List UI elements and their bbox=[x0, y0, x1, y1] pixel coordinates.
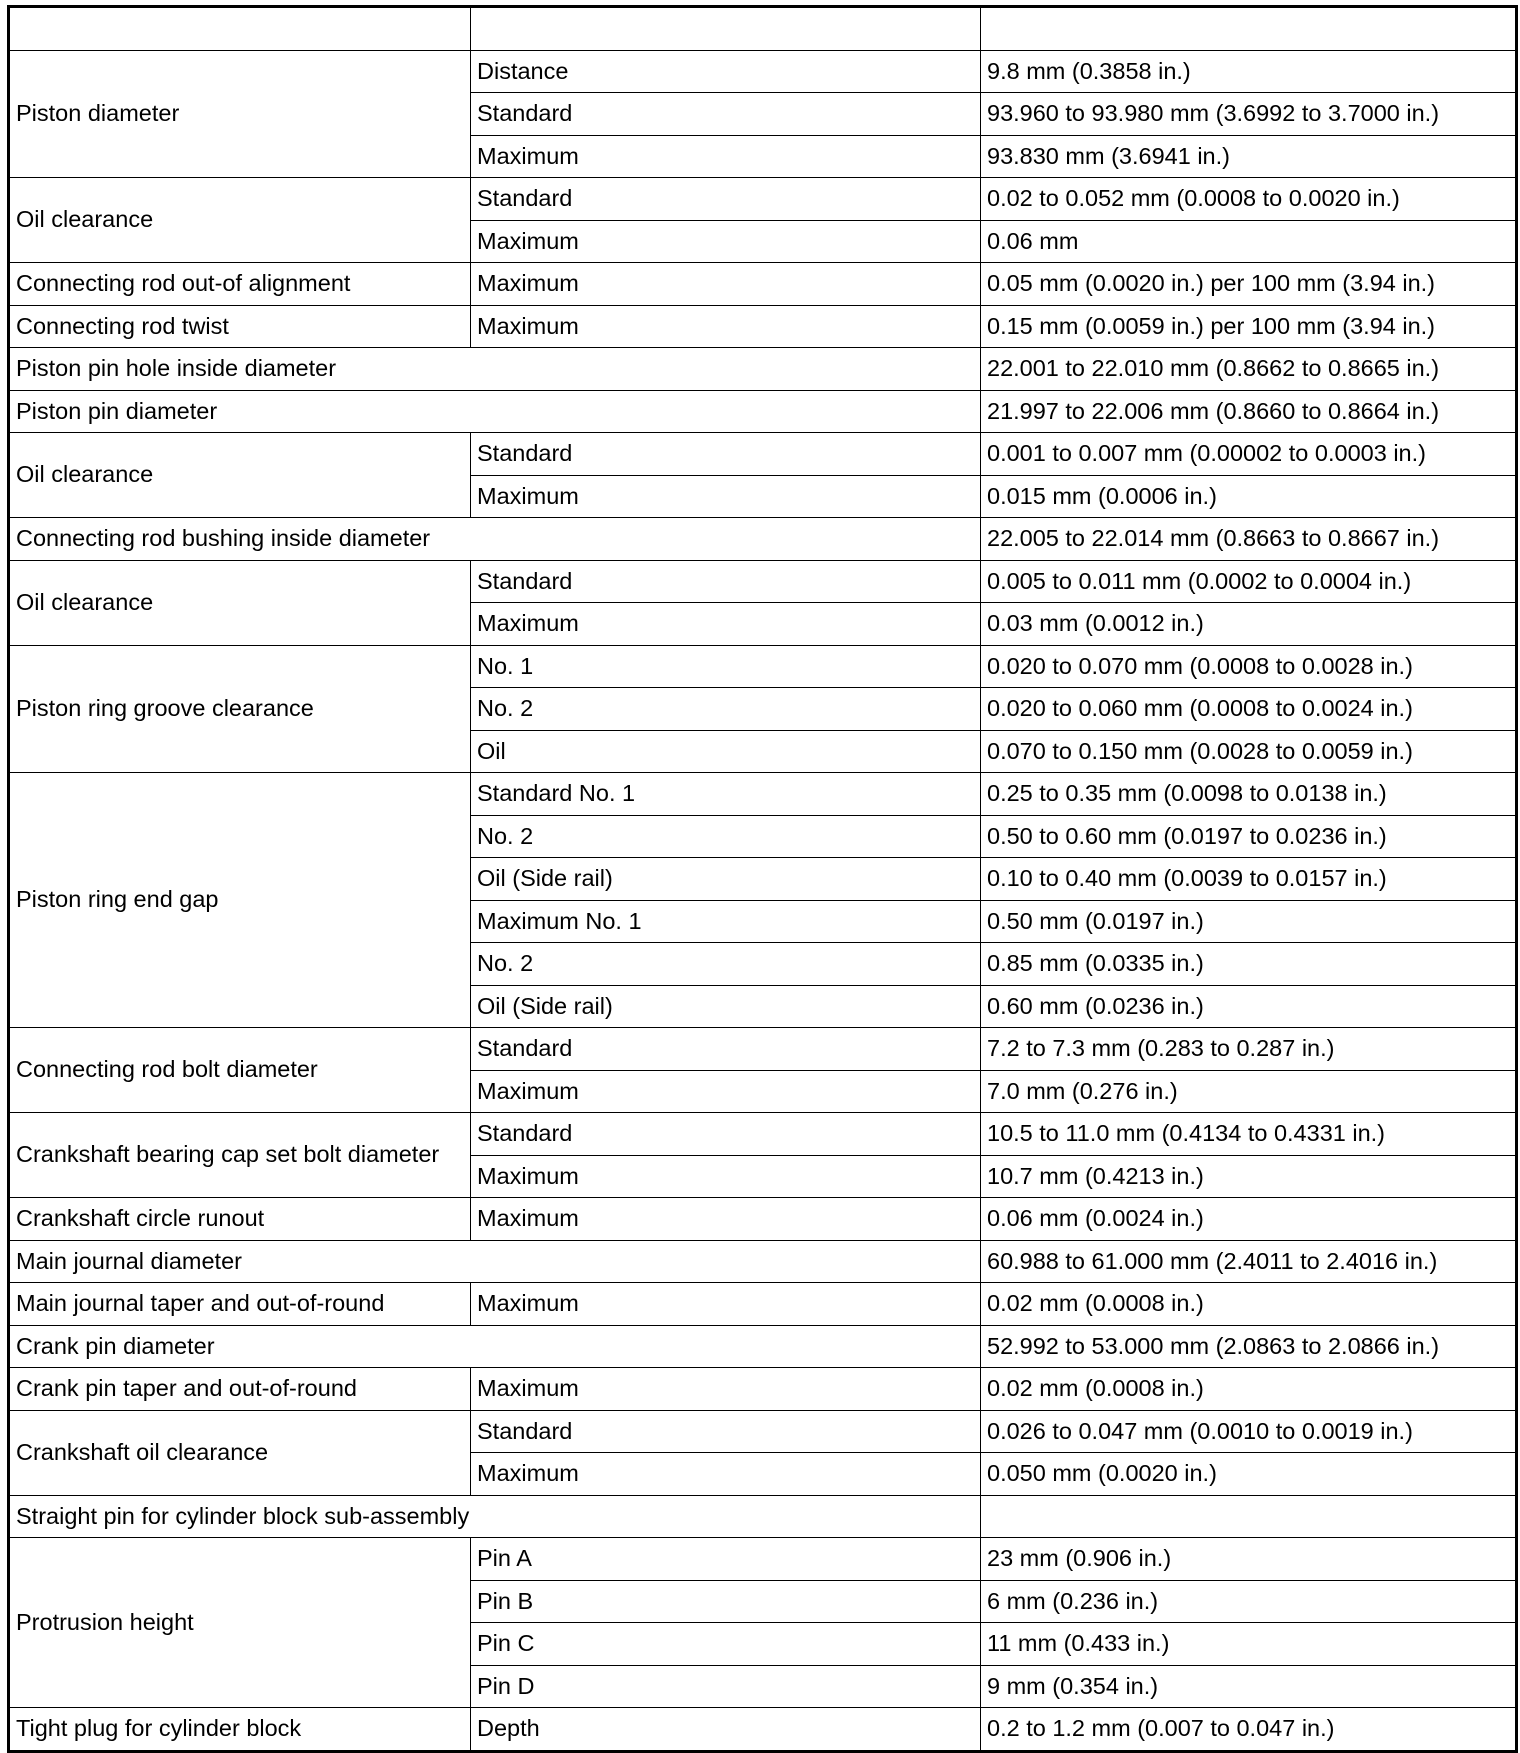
table-row bbox=[9, 390, 1517, 433]
condition-cell: Maximum bbox=[471, 603, 981, 646]
table-row bbox=[9, 1028, 1517, 1071]
item-cell: Straight pin for cylinder block sub-assembly bbox=[9, 1495, 981, 1538]
item-cell: Oil clearance bbox=[9, 178, 471, 263]
value-cell: 0.15 mm (0.0059 in.) per 100 mm (3.94 in.) bbox=[981, 305, 1517, 348]
table-row bbox=[9, 1240, 1517, 1283]
value-cell: 22.005 to 22.014 mm (0.8663 to 0.8667 in.) bbox=[981, 518, 1517, 561]
condition-cell: Maximum bbox=[471, 1198, 981, 1241]
table-row bbox=[9, 1708, 1517, 1752]
header-cell bbox=[981, 7, 1517, 51]
value-cell: 93.830 mm (3.6941 in.) bbox=[981, 135, 1517, 178]
item-cell: Connecting rod bolt diameter bbox=[9, 1028, 471, 1113]
value-cell: 0.02 to 0.052 mm (0.0008 to 0.0020 in.) bbox=[981, 178, 1517, 221]
condition-cell: Maximum bbox=[471, 305, 981, 348]
table-row bbox=[9, 263, 1517, 306]
table-row bbox=[9, 1368, 1517, 1411]
condition-cell: Pin D bbox=[471, 1665, 981, 1708]
condition-cell: Maximum bbox=[471, 475, 981, 518]
condition-cell: No. 2 bbox=[471, 943, 981, 986]
item-cell: Connecting rod bushing inside diameter bbox=[9, 518, 981, 561]
value-cell: 21.997 to 22.006 mm (0.8660 to 0.8664 in.) bbox=[981, 390, 1517, 433]
value-cell: 0.015 mm (0.0006 in.) bbox=[981, 475, 1517, 518]
condition-cell: Oil (Side rail) bbox=[471, 858, 981, 901]
value-cell: 7.2 to 7.3 mm (0.283 to 0.287 in.) bbox=[981, 1028, 1517, 1071]
value-cell: 93.960 to 93.980 mm (3.6992 to 3.7000 in.) bbox=[981, 93, 1517, 136]
condition-cell: Maximum bbox=[471, 263, 981, 306]
condition-cell: Standard No. 1 bbox=[471, 773, 981, 816]
value-cell: 0.85 mm (0.0335 in.) bbox=[981, 943, 1517, 986]
condition-cell: Standard bbox=[471, 1028, 981, 1071]
condition-cell: No. 2 bbox=[471, 815, 981, 858]
value-cell: 0.05 mm (0.0020 in.) per 100 mm (3.94 in.) bbox=[981, 263, 1517, 306]
table-row bbox=[9, 1325, 1517, 1368]
value-cell: 0.06 mm (0.0024 in.) bbox=[981, 1198, 1517, 1241]
value-cell: 0.50 mm (0.0197 in.) bbox=[981, 900, 1517, 943]
value-cell: 52.992 to 53.000 mm (2.0863 to 2.0866 in.) bbox=[981, 1325, 1517, 1368]
item-cell: Connecting rod twist bbox=[9, 305, 471, 348]
value-cell: 7.0 mm (0.276 in.) bbox=[981, 1070, 1517, 1113]
item-cell: Piston pin diameter bbox=[9, 390, 981, 433]
condition-cell: Maximum bbox=[471, 220, 981, 263]
item-cell: Crank pin taper and out-of-round bbox=[9, 1368, 471, 1411]
condition-cell: Maximum bbox=[471, 135, 981, 178]
condition-cell: Standard bbox=[471, 178, 981, 221]
condition-cell: Distance bbox=[471, 50, 981, 93]
value-cell: 0.02 mm (0.0008 in.) bbox=[981, 1368, 1517, 1411]
item-cell: Connecting rod out-of alignment bbox=[9, 263, 471, 306]
value-cell: 0.026 to 0.047 mm (0.0010 to 0.0019 in.) bbox=[981, 1410, 1517, 1453]
table-row bbox=[9, 773, 1517, 816]
value-cell: 0.02 mm (0.0008 in.) bbox=[981, 1283, 1517, 1326]
value-cell: 11 mm (0.433 in.) bbox=[981, 1623, 1517, 1666]
condition-cell: Pin B bbox=[471, 1580, 981, 1623]
table-row bbox=[9, 518, 1517, 561]
header-cell bbox=[9, 7, 471, 51]
value-cell: 9.8 mm (0.3858 in.) bbox=[981, 50, 1517, 93]
condition-cell: No. 2 bbox=[471, 688, 981, 731]
item-cell: Oil clearance bbox=[9, 560, 471, 645]
condition-cell: Maximum bbox=[471, 1283, 981, 1326]
item-cell: Piston diameter bbox=[9, 50, 471, 178]
header-cell bbox=[471, 7, 981, 51]
condition-cell: No. 1 bbox=[471, 645, 981, 688]
item-cell: Piston ring groove clearance bbox=[9, 645, 471, 773]
condition-cell: Standard bbox=[471, 560, 981, 603]
value-cell: 6 mm (0.236 in.) bbox=[981, 1580, 1517, 1623]
value-cell: 0.050 mm (0.0020 in.) bbox=[981, 1453, 1517, 1496]
table-row bbox=[9, 1410, 1517, 1453]
condition-cell: Standard bbox=[471, 1113, 981, 1156]
value-cell: 60.988 to 61.000 mm (2.4011 to 2.4016 in.) bbox=[981, 1240, 1517, 1283]
table-row bbox=[9, 433, 1517, 476]
condition-cell: Oil (Side rail) bbox=[471, 985, 981, 1028]
table-row bbox=[9, 50, 1517, 93]
table-row bbox=[9, 178, 1517, 221]
item-cell: Crank pin diameter bbox=[9, 1325, 981, 1368]
value-cell: 0.50 to 0.60 mm (0.0197 to 0.0236 in.) bbox=[981, 815, 1517, 858]
table-header-row bbox=[9, 7, 1517, 51]
value-cell: 23 mm (0.906 in.) bbox=[981, 1538, 1517, 1581]
table-row bbox=[9, 560, 1517, 603]
value-cell bbox=[981, 1495, 1517, 1538]
condition-cell: Standard bbox=[471, 93, 981, 136]
condition-cell: Depth bbox=[471, 1708, 981, 1752]
item-cell: Crankshaft circle runout bbox=[9, 1198, 471, 1241]
item-cell: Crankshaft bearing cap set bolt diameter bbox=[9, 1113, 471, 1198]
condition-cell: Standard bbox=[471, 433, 981, 476]
value-cell: 10.7 mm (0.4213 in.) bbox=[981, 1155, 1517, 1198]
table-row bbox=[9, 1495, 1517, 1538]
value-cell: 22.001 to 22.010 mm (0.8662 to 0.8665 in.) bbox=[981, 348, 1517, 391]
value-cell: 0.60 mm (0.0236 in.) bbox=[981, 985, 1517, 1028]
condition-cell: Pin A bbox=[471, 1538, 981, 1581]
value-cell: 0.06 mm bbox=[981, 220, 1517, 263]
value-cell: 0.020 to 0.070 mm (0.0008 to 0.0028 in.) bbox=[981, 645, 1517, 688]
condition-cell: Maximum No. 1 bbox=[471, 900, 981, 943]
value-cell: 0.001 to 0.007 mm (0.00002 to 0.0003 in.) bbox=[981, 433, 1517, 476]
value-cell: 10.5 to 11.0 mm (0.4134 to 0.4331 in.) bbox=[981, 1113, 1517, 1156]
specification-table bbox=[7, 5, 1518, 1753]
value-cell: 0.25 to 0.35 mm (0.0098 to 0.0138 in.) bbox=[981, 773, 1517, 816]
value-cell: 0.020 to 0.060 mm (0.0008 to 0.0024 in.) bbox=[981, 688, 1517, 731]
condition-cell: Pin C bbox=[471, 1623, 981, 1666]
condition-cell: Maximum bbox=[471, 1155, 981, 1198]
table-row bbox=[9, 1538, 1517, 1581]
item-cell: Oil clearance bbox=[9, 433, 471, 518]
item-cell: Main journal diameter bbox=[9, 1240, 981, 1283]
item-cell: Main journal taper and out-of-round bbox=[9, 1283, 471, 1326]
item-cell: Piston pin hole inside diameter bbox=[9, 348, 981, 391]
table-row bbox=[9, 645, 1517, 688]
table-row bbox=[9, 1283, 1517, 1326]
value-cell: 0.10 to 0.40 mm (0.0039 to 0.0157 in.) bbox=[981, 858, 1517, 901]
item-cell: Tight plug for cylinder block bbox=[9, 1708, 471, 1752]
condition-cell: Maximum bbox=[471, 1368, 981, 1411]
condition-cell: Standard bbox=[471, 1410, 981, 1453]
condition-cell: Oil bbox=[471, 730, 981, 773]
table-row bbox=[9, 305, 1517, 348]
value-cell: 9 mm (0.354 in.) bbox=[981, 1665, 1517, 1708]
value-cell: 0.03 mm (0.0012 in.) bbox=[981, 603, 1517, 646]
value-cell: 0.005 to 0.011 mm (0.0002 to 0.0004 in.) bbox=[981, 560, 1517, 603]
value-cell: 0.070 to 0.150 mm (0.0028 to 0.0059 in.) bbox=[981, 730, 1517, 773]
item-cell: Piston ring end gap bbox=[9, 773, 471, 1028]
item-cell: Crankshaft oil clearance bbox=[9, 1410, 471, 1495]
value-cell: 0.2 to 1.2 mm (0.007 to 0.047 in.) bbox=[981, 1708, 1517, 1752]
condition-cell: Maximum bbox=[471, 1453, 981, 1496]
condition-cell: Maximum bbox=[471, 1070, 981, 1113]
item-cell: Protrusion height bbox=[9, 1538, 471, 1708]
table-row bbox=[9, 1113, 1517, 1156]
table-row bbox=[9, 1198, 1517, 1241]
table-row bbox=[9, 348, 1517, 391]
